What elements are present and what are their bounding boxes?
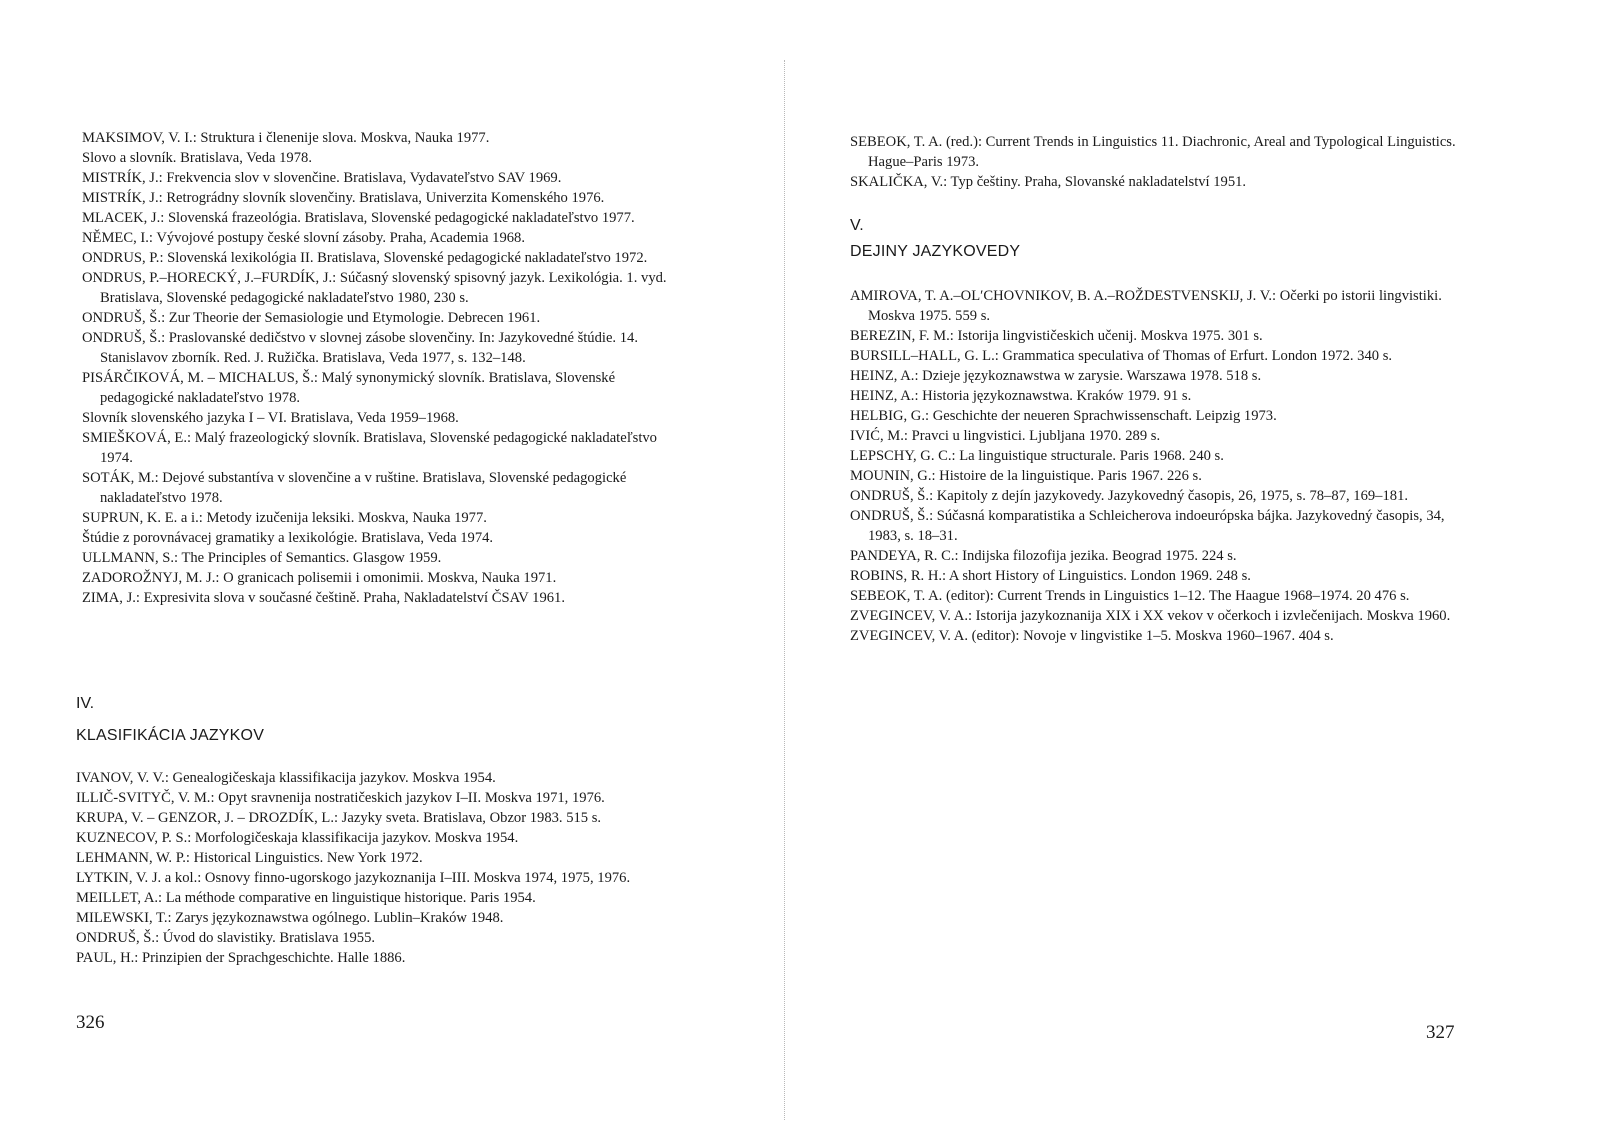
bib-entry: ZVEGINCEV, V. A. (editor): Novoje v lingvistike 1–5. Moskva 1960–1967. 404 s.: [850, 628, 1334, 644]
bib-entry: IVIĆ, M.: Pravci u lingvistici. Ljubljana 1970. 289 s.: [850, 428, 1161, 444]
bib-entry: MAKSIMOV, V. I.: Struktura i členenije slova. Moskva, Nauka 1977.: [82, 130, 490, 146]
bib-entry: MEILLET, A.: La méthode comparative en linguistique historique. Paris 1954.: [76, 890, 536, 906]
bib-entry: SUPRUN, K. E. a i.: Metody izučenija leksiki. Moskva, Nauka 1977.: [82, 510, 487, 526]
bib-entry: NĚMEC, I.: Vývojové postupy české slovní zásoby. Praha, Academia 1968.: [82, 230, 526, 246]
bib-entry: SKALIČKA, V.: Typ češtiny. Praha, Slovanské nakladatelství 1951.: [850, 174, 1247, 190]
section-number: IV.: [76, 695, 95, 712]
bib-entry: AMIROVA, T. A.–OLʹCHOVNIKOV, B. A.–ROŽDESTVENSKIJ, J. V.: Očerki po istorii lingvistiki. Moskva 1975. 559 s.: [850, 288, 1442, 324]
bib-entry: ILLIČ-SVITYČ, V. M.: Opyt sravnenija nostratičeskich jazykov I–II. Moskva 1971, 1976.: [76, 790, 605, 806]
bib-entry: ONDRUŠ, Š.: Praslovanské dedičstvo v slovnej zásobe slovenčiny. In: Jazykovedné štúdie. 14. Stanislavov zborník. Red. J. Ružička. Bratislava, Veda 1977, s. 132–148.: [82, 330, 638, 366]
left-entries-top: [82, 128, 682, 608]
bib-entry: ONDRUS, P.–HORECKÝ, J.–FURDÍK, J.: Súčasný slovenský spisovný jazyk. Lexikológia. 1. vyd. Bratislava, Slovenské pedagogické nakladateľstvo 1980, 230 s.: [82, 270, 667, 306]
right-entries-section: [850, 286, 1462, 646]
bib-entry: BEREZIN, F. M.: Istorija lingvističeskich učenij. Moskva 1975. 301 s.: [850, 328, 1263, 344]
bib-entry: MLACEK, J.: Slovenská frazeológia. Bratislava, Slovenské pedagogické nakladateľstvo 1977.: [82, 210, 635, 226]
bib-entry: LEPSCHY, G. C.: La linguistique structurale. Paris 1968. 240 s.: [850, 448, 1224, 464]
bib-entry: Štúdie z porovnávacej gramatiky a lexikológie. Bratislava, Veda 1974.: [82, 530, 494, 546]
bib-entry: MOUNIN, G.: Histoire de la linguistique. Paris 1967. 226 s.: [850, 468, 1202, 484]
bib-entry: KUZNECOV, P. S.: Morfologičeskaja klassifikacija jazykov. Moskva 1954.: [76, 830, 519, 846]
bib-entry: Slovník slovenského jazyka I – VI. Bratislava, Veda 1959–1968.: [82, 410, 459, 426]
bib-entry: ULLMANN, S.: The Principles of Semantics. Glasgow 1959.: [82, 550, 442, 566]
right-entries-top: [850, 132, 1462, 192]
left-section-heading: [76, 694, 696, 746]
bib-entry: ROBINS, R. H.: A short History of Linguistics. London 1969. 248 s.: [850, 568, 1251, 584]
right-page: [790, 0, 1600, 1133]
bib-entry: MISTRÍK, J.: Retrográdny slovník slovenčiny. Bratislava, Univerzita Komenského 1976.: [82, 190, 605, 206]
bib-entry: Slovo a slovník. Bratislava, Veda 1978.: [82, 150, 312, 166]
bib-entry: PISÁRČIKOVÁ, M. – MICHALUS, Š.: Malý synonymický slovník. Bratislava, Slovenské pedagogické nakladateľstvo 1978.: [82, 370, 616, 406]
bib-entry: PANDEYA, R. C.: Indijska filozofija jezika. Beograd 1975. 224 s.: [850, 548, 1237, 564]
bib-entry: ONDRUŠ, Š.: Zur Theorie der Semasiologie und Etymologie. Debrecen 1961.: [82, 310, 541, 326]
section-title: KLASIFIKÁCIA JAZYKOV: [76, 727, 265, 744]
bib-entry: BURSILL–HALL, G. L.: Grammatica speculativa of Thomas of Erfurt. London 1972. 340 s.: [850, 348, 1393, 364]
section-title: DEJINY JAZYKOVEDY: [850, 243, 1021, 260]
bib-entry: SEBEOK, T. A. (red.): Current Trends in Linguistics 11. Diachronic, Areal and Typological Linguistics. Hague–Paris 1973.: [850, 134, 1456, 170]
bib-entry: ONDRUŠ, Š.: Súčasná komparatistika a Schleicherova indoeurópska bájka. Jazykovedný časopis, 34, 1983, s. 18–31.: [850, 508, 1445, 544]
page-number: 326: [76, 1012, 105, 1033]
bib-entry: ZIMA, J.: Expresivita slova v současné češtině. Praha, Nakladatelství ČSAV 1961.: [82, 590, 566, 606]
bib-entry: MISTRÍK, J.: Frekvencia slov v slovenčine. Bratislava, Vydavateľstvo SAV 1969.: [82, 170, 562, 186]
right-section-heading: [850, 216, 1470, 262]
bib-entry: MILEWSKI, T.: Zarys językoznawstwa ogólnego. Lublin–Kraków 1948.: [76, 910, 504, 926]
bib-entry: ONDRUŠ, Š.: Úvod do slavistiky. Bratislava 1955.: [76, 930, 376, 946]
bib-entry: SOTÁK, M.: Dejové substantíva v slovenčine a v ruštine. Bratislava, Slovenské pedagogické nakladateľstvo 1978.: [82, 470, 627, 506]
bib-entry: HEINZ, A.: Historia językoznawstwa. Kraków 1979. 91 s.: [850, 388, 1192, 404]
bib-entry: IVANOV, V. V.: Genealogičeskaja klassifikacija jazykov. Moskva 1954.: [76, 770, 496, 786]
gutter-line: [784, 60, 785, 1120]
left-entries-section: [76, 768, 681, 968]
bib-entry: SMIEŠKOVÁ, E.: Malý frazeologický slovník. Bratislava, Slovenské pedagogické nakladateľstvo 1974.: [82, 430, 657, 466]
bib-entry: ZVEGINCEV, V. A.: Istorija jazykoznanija XIX i XX vekov v očerkoch i izvlečenijach. Moskva 1960.: [850, 608, 1451, 624]
bib-entry: SEBEOK, T. A. (editor): Current Trends in Linguistics 1–12. The Haague 1968–1974. 20 476 s.: [850, 588, 1410, 604]
page-number: 327: [1426, 1022, 1455, 1043]
bib-entry: HELBIG, G.: Geschichte der neueren Sprachwissenschaft. Leipzig 1973.: [850, 408, 1277, 424]
bib-entry: ONDRUS, P.: Slovenská lexikológia II. Bratislava, Slovenské pedagogické nakladateľstvo 1972.: [82, 250, 648, 266]
bib-entry: ZADOROŽNYJ, M. J.: O granicach polisemii i omonimii. Moskva, Nauka 1971.: [82, 570, 557, 586]
bib-entry: HEINZ, A.: Dzieje językoznawstwa w zarysie. Warszawa 1978. 518 s.: [850, 368, 1262, 384]
section-number: V.: [850, 217, 864, 234]
left-page: [0, 0, 790, 1133]
bib-entry: LEHMANN, W. P.: Historical Linguistics. New York 1972.: [76, 850, 423, 866]
bib-entry: LYTKIN, V. J. a kol.: Osnovy finno-ugorskogo jazykoznanija I–III. Moskva 1974, 1975, 1976.: [76, 870, 631, 886]
bib-entry: KRUPA, V. – GENZOR, J. – DROZDÍK, L.: Jazyky sveta. Bratislava, Obzor 1983. 515 s.: [76, 810, 602, 826]
bib-entry: PAUL, H.: Prinzipien der Sprachgeschichte. Halle 1886.: [76, 950, 406, 966]
bib-entry: ONDRUŠ, Š.: Kapitoly z dejín jazykovedy. Jazykovedný časopis, 26, 1975, s. 78–87, 169–181.: [850, 488, 1409, 504]
